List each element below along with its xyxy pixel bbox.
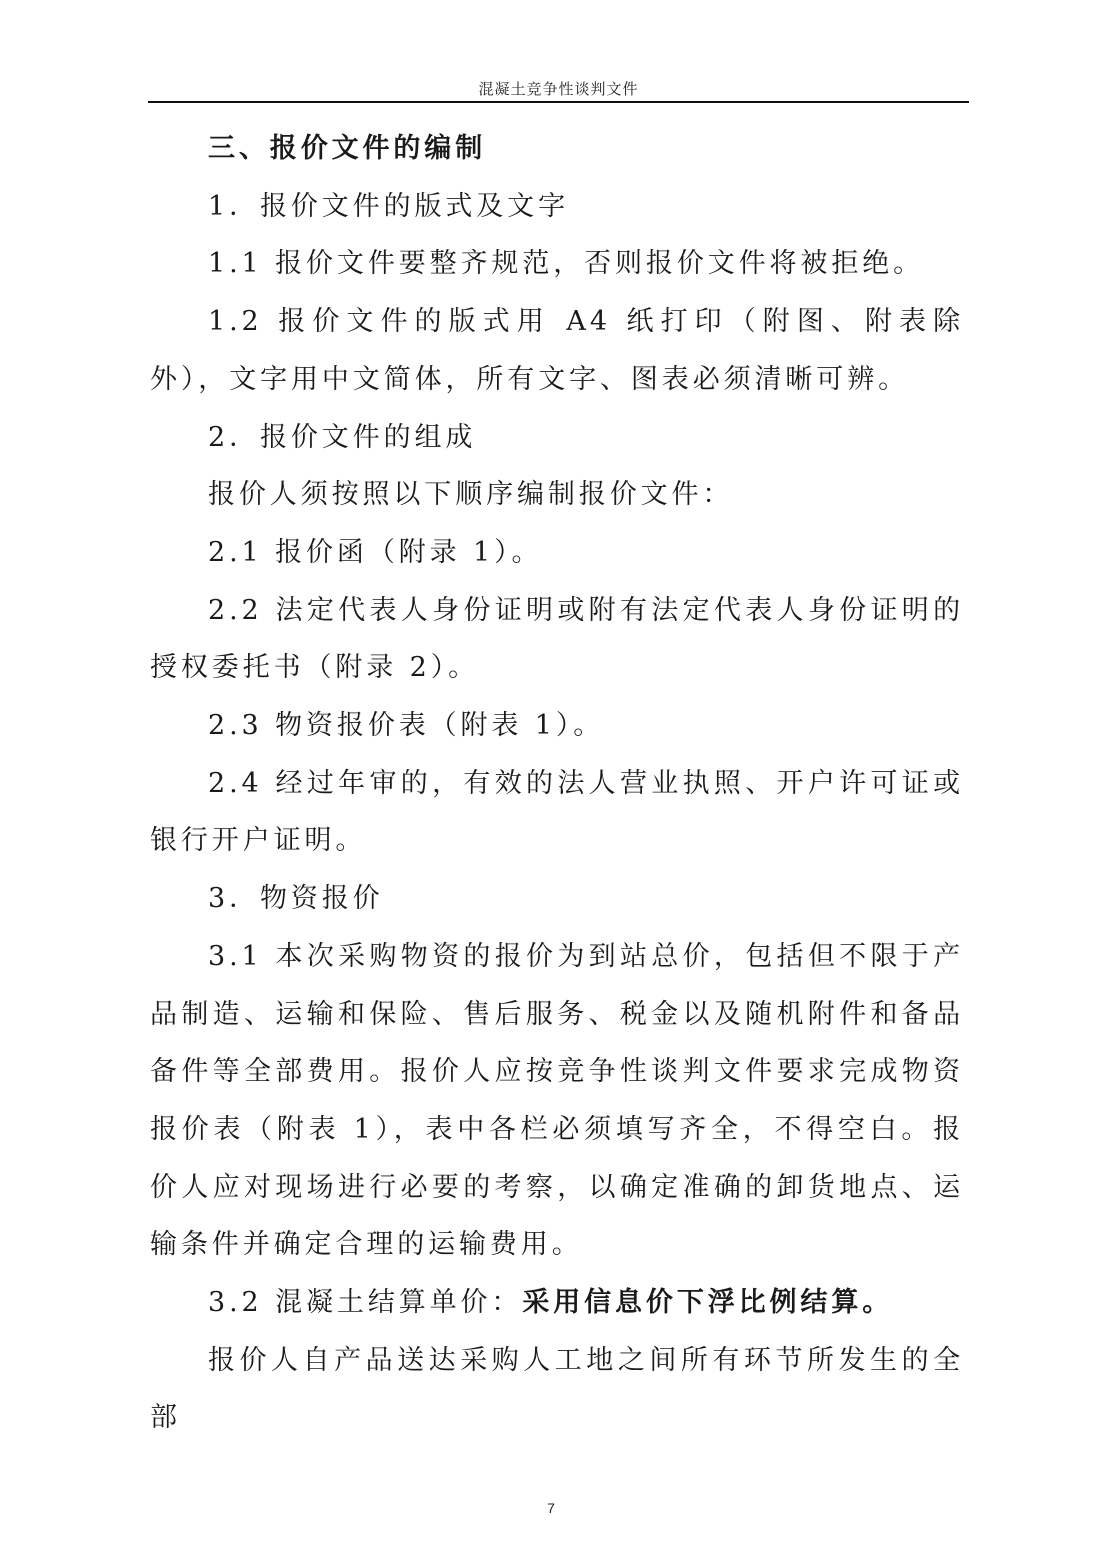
- paragraph-1-2: 1.2 报价文件的版式用 A4 纸打印（附图、附表除外），文字用中文简体，所有文字、图表必须清晰可辨。: [150, 306, 964, 395]
- paragraph-2-4: 2.4 经过年审的，有效的法人营业执照、开户许可证或银行开户证明。: [150, 767, 964, 857]
- paragraph-2-intro: 报价人须按照以下顺序编制报价文件：: [208, 479, 734, 511]
- header-divider: [148, 101, 969, 103]
- page-header-title: 混凝土竞争性谈判文件: [478, 80, 639, 98]
- paragraph-2-3: 2.3 物资报价表（附表 1）。: [208, 710, 605, 742]
- document-body: [150, 120, 964, 1447]
- paragraph-1-1: 1.1 报价文件要整齐规范，否则报价文件将被拒绝。: [208, 248, 925, 280]
- subsection-2-heading: 2．报价文件的组成: [208, 421, 477, 453]
- paragraph-2-1: 2.1 报价函（附录 1）。: [208, 536, 543, 568]
- subsection-1-heading: 1．报价文件的版式及文字: [208, 190, 569, 222]
- paragraph-3-2: [150, 1274, 964, 1332]
- page-number: 7: [547, 1500, 555, 1516]
- paragraph-3-2-label: 3.2 混凝土结算单价：: [208, 1287, 523, 1319]
- paragraph-3-1: 3.1 本次采购物资的报价为到站总价，包括但不限于产品制造、运输和保险、售后服务、税金以及随机附件和备品备件等全部费用。报价人应按竞争性谈判文件要求完成物资报价表（附表 1），表中各栏必须填写齐全，不得空白。报价人应对现场进行必要的考察，以确定准确的卸货地点、运输条件并确定合理的运输费用。: [150, 940, 964, 1261]
- section-heading: 三、报价文件的编制: [208, 133, 487, 164]
- paragraph-3-3: 报价人自产品送达采购人工地之间所有环节所发生的全部: [150, 1344, 964, 1434]
- paragraph-3-2-emphasis: 采用信息价下浮比例结算。: [522, 1287, 894, 1319]
- paragraph-2-2: 2.2 法定代表人身份证明或附有法定代表人身份证明的授权委托书（附录 2）。: [150, 594, 964, 684]
- subsection-3-heading: 3．物资报价: [208, 883, 384, 915]
